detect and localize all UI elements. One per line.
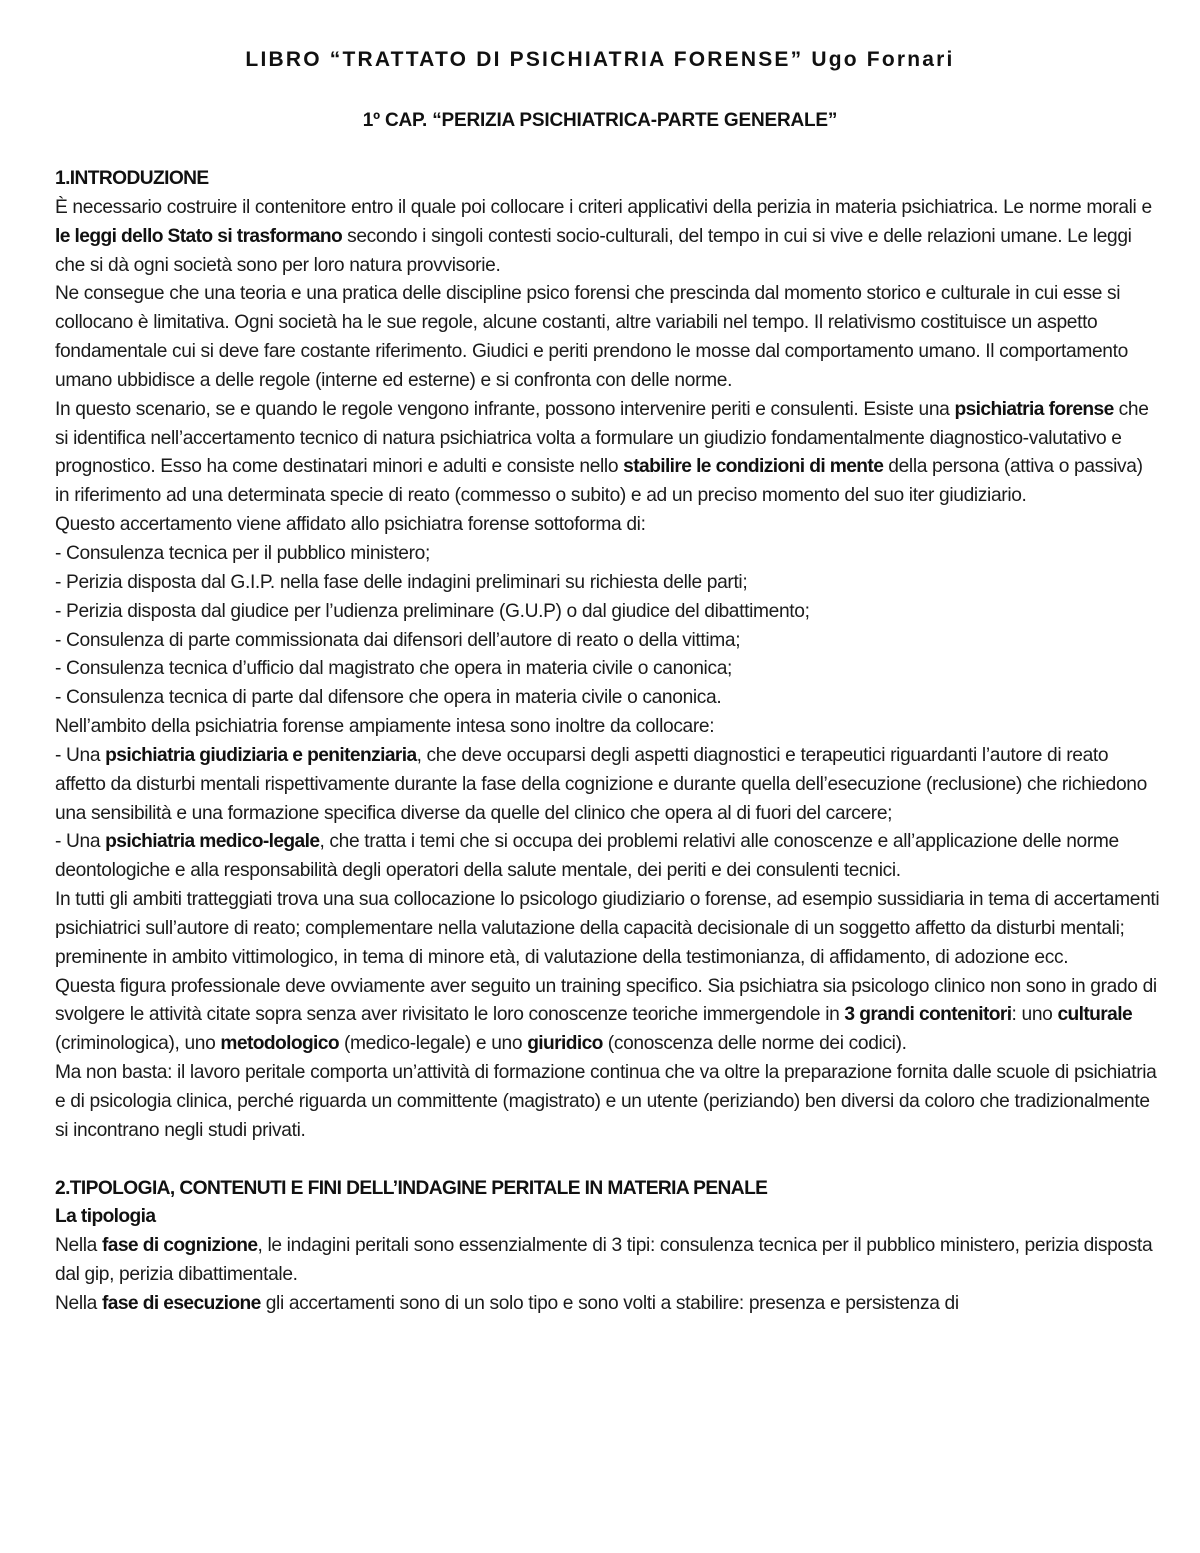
section-heading-tipologia: 2.TIPOLOGIA, CONTENUTI E FINI DELL’INDAGINE PERITALE IN MATERIA PENALE [55, 1177, 768, 1199]
list-item: - Consulenza tecnica per il pubblico ministero; [55, 542, 430, 564]
text-run: Questa figura professionale deve ovviamente aver seguito un training specifico. Sia psichiatra sia psicologo clinico non sono in grado di svolgere le attività citate sopra senza aver rivisitato le loro conoscenze teoriche immergendole in [55, 975, 1157, 1026]
chapter-title: 1º CAP. “PERIZIA PSICHIATRICA-PARTE GENERALE” [362, 110, 838, 131]
bold-text: fase di esecuzione [101, 1292, 261, 1314]
bold-text: metodologico [220, 1033, 339, 1055]
text-run: , le indagini peritali sono essenzialmente di 3 tipi: consulenza tecnica per il pubblico ministero, perizia disposta dal gip, perizia dibattimentale. [55, 1235, 1153, 1286]
text-run: (criminologica), uno [55, 1033, 221, 1055]
text-run: , che tratta i temi che si occupa dei problemi relativi alle conoscenze e all’applicazione delle norme deontologiche e alla responsabilità degli operatori della salute mentale, dei periti e dei consulenti tecnici. [55, 831, 1119, 882]
bold-text: fase di cognizione [101, 1235, 258, 1257]
bold-text: psichiatria giudiziaria e penitenziaria [105, 744, 417, 766]
text-run: È necessario costruire il contenitore entro il quale poi collocare i criteri applicativi della perizia in materia psichiatrica. Le norme morali e [55, 196, 1152, 218]
list-item: - Consulenza di parte commissionata dai difensori dell’autore di reato o della vittima; [55, 629, 741, 651]
text-run: (medico-legale) e uno [338, 1033, 528, 1055]
text-run: gli accertamenti sono di un solo tipo e sono volti a stabilire: presenza e persistenza di [260, 1292, 959, 1314]
paragraph [55, 396, 1160, 511]
text-run: (conoscenza delle norme dei codici). [602, 1033, 907, 1055]
text-run: della persona (attiva o passiva) in riferimento ad una determinata specie di reato (commesso o subito) e ad un preciso momento del suo iter giudiziario. [55, 456, 1143, 507]
paragraph [55, 973, 1160, 1060]
bold-text: le leggi dello Stato si trasformano [55, 225, 343, 247]
bold-text: psichiatria forense [954, 398, 1114, 420]
text-run: Nella [55, 1235, 102, 1257]
text-run: In questo scenario, se e quando le regole vengono infrante, possono intervenire periti e consulenti. Esiste una [55, 398, 955, 420]
paragraph: Ne consegue che una teoria e una pratica delle discipline psico forensi che prescinda dal momento storico e culturale in cui esse si collocano è limitativa. Ogni società ha le sue regole, alcune costanti, altre variabili nel tempo. Il relativismo costituisce un aspetto fondamentale cui si deve fare costante riferimento. Giudici e periti prendono le mosse dal comportamento umano. Il comportamento umano ubbidisce a delle regole (interne ed esterne) e si confronta con delle norme. [55, 283, 1128, 391]
text-run: , che deve occuparsi degli aspetti diagnostici e terapeutici riguardanti l’autore di reato affetto da disturbi mentali rispettivamente durante la fase della cognizione e durante quella dell’esecuzione (reclusione) che richiedono una sensibilità e una formazione specifica diverse da quelle del clinico che opera al di fuori del carcere; [55, 744, 1147, 824]
paragraph: Questo accertamento viene affidato allo psichiatra forense sottoforma di: [55, 514, 646, 536]
text-run: - Una [55, 831, 106, 853]
bold-text: culturale [1057, 1004, 1133, 1026]
text-run: - Una [55, 744, 106, 766]
paragraph [55, 1232, 1160, 1290]
subheading-la-tipologia: La tipologia [55, 1206, 156, 1228]
list-item: - Consulenza tecnica d’ufficio dal magistrato che opera in materia civile o canonica; [55, 658, 733, 680]
text-run: Nella [55, 1292, 102, 1314]
text-run: : uno [1011, 1004, 1058, 1026]
list-item: - Perizia disposta dal giudice per l’udienza preliminare (G.U.P) o dal giudice del dibattimento; [55, 600, 810, 622]
list-item: - Perizia disposta dal G.I.P. nella fase delle indagini preliminari su richiesta delle parti; [55, 571, 748, 593]
paragraph: Nell’ambito della psichiatria forense ampiamente intesa sono inoltre da collocare: [55, 716, 715, 738]
paragraph: Ma non basta: il lavoro peritale comporta un’attività di formazione continua che va oltre la preparazione fornita dalle scuole di psichiatria e di psicologia clinica, perché riguarda un committente (magistrato) e un utente (periziando) ben diversi da coloro che tradizionalmente si incontrano negli studi privati. [55, 1062, 1157, 1141]
paragraph [55, 194, 1160, 281]
section-heading-introduzione: 1.INTRODUZIONE [55, 168, 209, 189]
paragraph [55, 1290, 1160, 1319]
bold-text: 3 grandi contenitori [844, 1004, 1012, 1026]
text-run: secondo i singoli contesti socio-culturali, del tempo in cui si vive e delle relazioni umane. Le leggi che si dà ogni società sono per loro natura provvisorie. [55, 225, 1132, 276]
document-body [55, 165, 1160, 1319]
bold-text: psichiatria medico-legale [105, 831, 320, 853]
list-item: - Consulenza tecnica di parte dal difensore che opera in materia civile o canonica. [55, 687, 722, 709]
bold-text: stabilire le condizioni di mente [623, 456, 884, 478]
bold-text: giuridico [527, 1033, 603, 1055]
list-item [55, 828, 1160, 886]
paragraph: In tutti gli ambiti tratteggiati trova una sua collocazione lo psicologo giudiziario o forense, ad esempio sussidiaria in tema di accertamenti psichiatrici sull’autore di reato; complementare nella valutazione della capacità decisionale di un soggetto affetto da disturbi mentali; preminente in ambito vittimologico, in tema di minore età, di valutazione della testimonianza, di affidamento, di adozione ecc. [55, 889, 1160, 968]
list-item [55, 742, 1160, 829]
document-title: LIBRO “TRATTATO DI PSICHIATRIA FORENSE” Ugo Fornari [245, 48, 955, 71]
text-run: che si identifica nell’accertamento tecnico di natura psichiatrica volta a formulare un giudizio fondamentalmente diagnostico-valutativo e prognostico. Esso ha come destinatari minori e adulti e consiste nello [55, 398, 1149, 478]
